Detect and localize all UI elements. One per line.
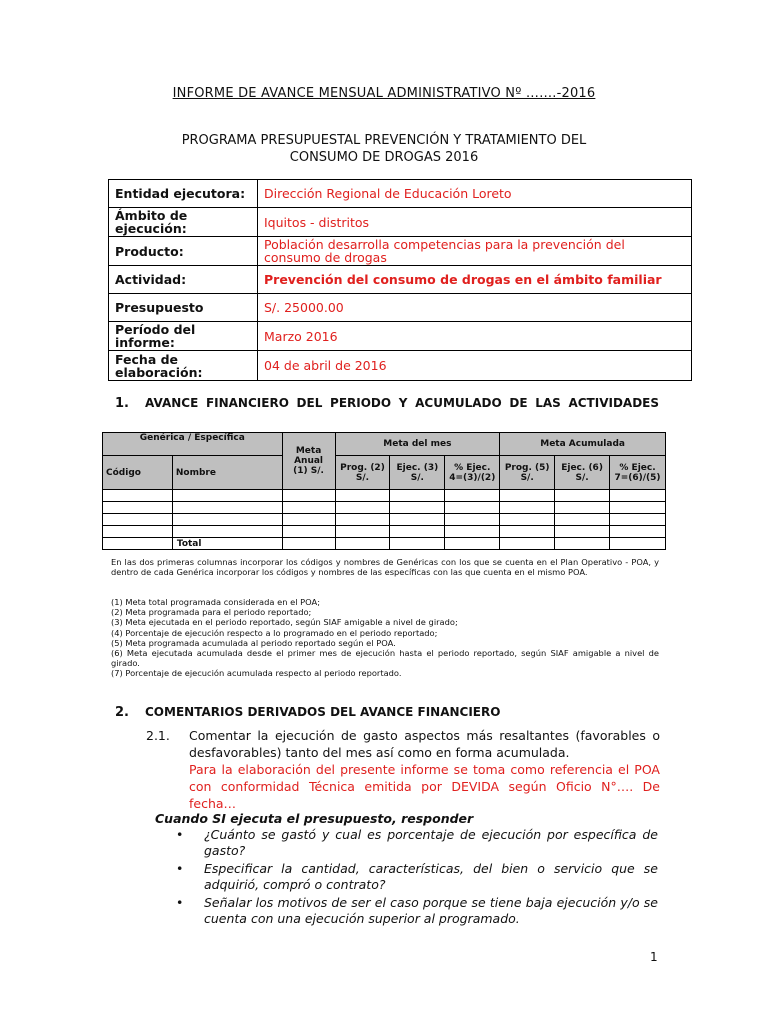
list-item: • Especificar la cantidad, características, del bien o servicio que se adquirió, compró o contrato? [176, 861, 658, 892]
section-2-number: 2. [115, 705, 129, 720]
fin-total-label: Total [172, 538, 282, 550]
info-row [109, 322, 692, 351]
note-6: (6) Meta ejecutada acumulada desde el primer mes de ejecución hasta el periodo reportado, según SIAF amigable a nivel de girado. [111, 648, 659, 669]
section-2-heading [115, 705, 659, 719]
report-title: INFORME DE AVANCE MENSUAL ADMINISTRATIVO Nº …….-2016 [172, 86, 596, 101]
note-5: (5) Meta programada acumulada al periodo reportado según el POA. [111, 637, 396, 648]
table-row [103, 526, 666, 538]
info-label: Entidad ejecutora: [109, 180, 258, 208]
table-row [103, 490, 666, 502]
info-value: Dirección Regional de Educación Loreto [258, 180, 692, 208]
financial-table [102, 432, 666, 550]
info-row [109, 237, 692, 266]
section-1-heading [115, 396, 659, 410]
note-3: (3) Meta ejecutada en el periodo reportado, según SIAF amigable a nivel de girado; [111, 617, 458, 628]
table-row [103, 514, 666, 526]
info-label: Producto: [109, 237, 258, 266]
info-label: Actividad: [109, 266, 258, 294]
subsection-2-1-number: 2.1. [146, 728, 170, 743]
bullet-icon: • [176, 827, 184, 842]
bullet-icon: • [176, 861, 184, 876]
info-table [108, 179, 692, 381]
info-row [109, 180, 692, 208]
fin-header-row-2 [103, 456, 666, 490]
bullet-icon: • [176, 895, 184, 910]
info-row [109, 294, 692, 322]
note-7: (7) Porcentaje de ejecución acumulada respecto al periodo reportado. [111, 668, 402, 679]
note-4: (4) Porcentaje de ejecución respecto a lo programado en el periodo reportado; [111, 627, 438, 638]
info-value: Marzo 2016 [258, 322, 692, 351]
info-value: Iquitos - distritos [258, 208, 692, 237]
info-label: Fecha de elaboración: [109, 351, 258, 381]
page-number: 1 [650, 950, 658, 964]
subsection-2-1 [146, 727, 660, 761]
info-row [109, 208, 692, 237]
info-value: Población desarrolla competencias para la prevención del consumo de drogas [258, 237, 692, 266]
fin-header-meta-anual: Meta Anual (1) S/. [282, 433, 335, 490]
section-1-number: 1. [115, 396, 129, 411]
fin-header-pct-4: % Ejec. 4=(3)/(2) [445, 456, 500, 490]
note-1: (1) Meta total programada considerada en el POA; [111, 597, 321, 607]
info-label: Período del informe: [109, 322, 258, 351]
questions-list [176, 827, 658, 929]
info-value: 04 de abril de 2016 [258, 351, 692, 381]
fin-header-ejec-6: Ejec. (6) S/. [555, 456, 610, 490]
info-label: Presupuesto [109, 294, 258, 322]
fin-header-meta-acumulada: Meta Acumulada [500, 433, 666, 456]
program-title-line1: PROGRAMA PRESUPUESTAL PREVENCIÓN Y TRATAMIENTO DEL [181, 133, 587, 148]
fin-header-generica: Genérica / Específica [103, 433, 283, 456]
fin-header-meta-mes: Meta del mes [335, 433, 500, 456]
reference-note: Para la elaboración del presente informe se toma como referencia el POA con conformidad Técnica emitida por DEVIDA según Oficio N°…. De fecha… [189, 762, 660, 811]
fin-total-row [103, 538, 666, 550]
fin-header-codigo: Código [103, 456, 173, 490]
notes-intro: En las dos primeras columnas incorporar los códigos y nombres de Genéricas con los que se cuenta en el Plan Operativo - POA, y dentro de cada Genérica incorporar los códigos y nombres de las específicas con las que cuenta en el mismo POA. [111, 557, 659, 578]
list-item: • ¿Cuánto se gastó y cual es porcentaje de ejecución por específica de gasto? [176, 827, 658, 858]
note-2: (2) Meta programada para el periodo reportado; [111, 607, 312, 618]
fin-header-nombre: Nombre [172, 456, 282, 490]
list-item: • Señalar los motivos de ser el caso porque se tiene baja ejecución y/o se cuenta con una ejecución superior al programado. [176, 895, 658, 926]
fin-header-row-1 [103, 433, 666, 456]
program-title-line2: CONSUMO DE DROGAS 2016 [289, 150, 479, 165]
info-row [109, 351, 692, 381]
section-2-title: COMENTARIOS DERIVADOS DEL AVANCE FINANCIERO [145, 705, 501, 719]
info-value: Prevención del consumo de drogas en el ámbito familiar [258, 266, 692, 294]
info-row [109, 266, 692, 294]
notes-list [111, 597, 659, 679]
fin-header-pct-7: % Ejec. 7=(6)/(5) [610, 456, 666, 490]
fin-header-prog-2: Prog. (2) S/. [335, 456, 390, 490]
program-title [0, 132, 768, 166]
fin-header-ejec-3: Ejec. (3) S/. [390, 456, 445, 490]
subheading-ejecuta: Cuando SI ejecuta el presupuesto, responder [155, 811, 474, 826]
info-value: S/. 25000.00 [258, 294, 692, 322]
info-label: Ámbito de ejecución: [109, 208, 258, 237]
fin-header-prog-5: Prog. (5) S/. [500, 456, 555, 490]
section-1-title: AVANCE FINANCIERO DEL PERIODO Y ACUMULADO DE LAS ACTIVIDADES [145, 396, 659, 410]
table-row [103, 502, 666, 514]
subsection-2-1-text: Comentar la ejecución de gasto aspectos más resaltantes (favorables o desfavorables) tanto del mes así como en forma acumulada. [189, 728, 660, 760]
